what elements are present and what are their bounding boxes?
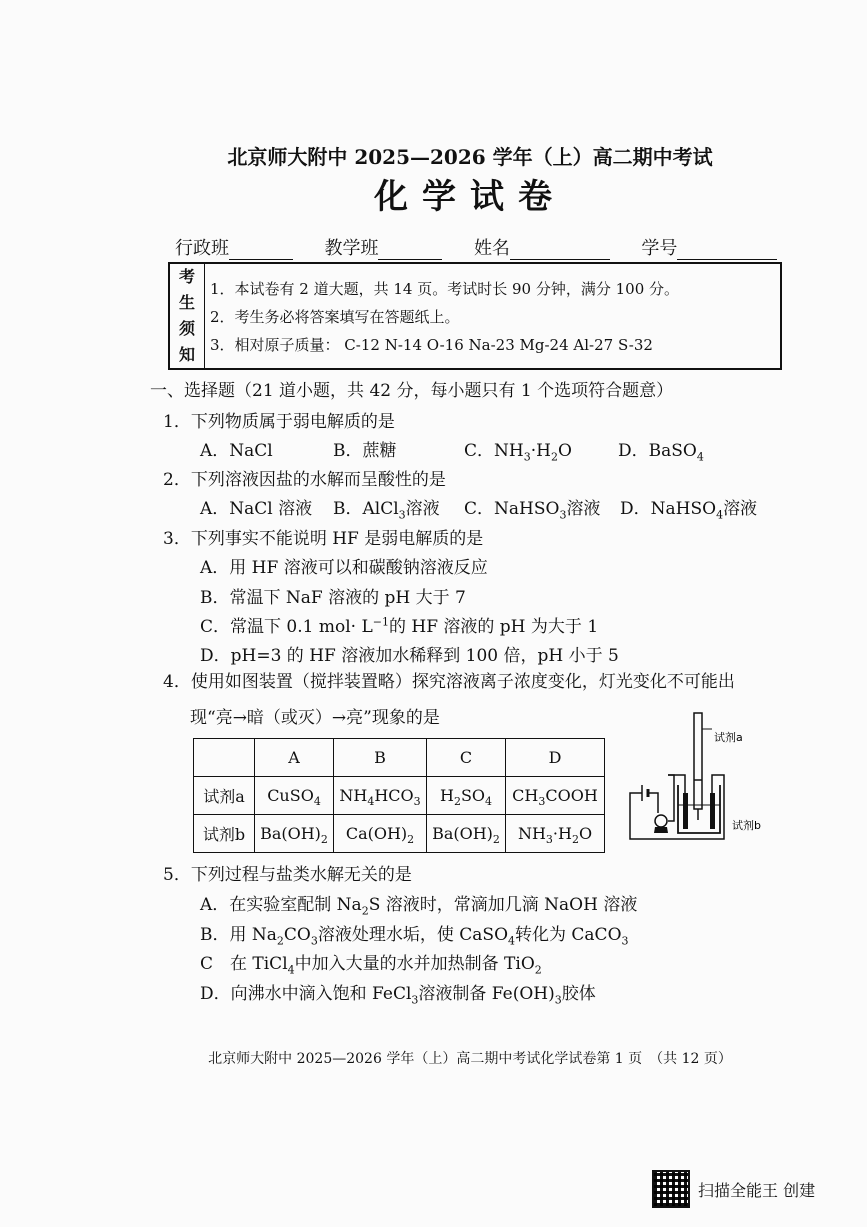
cell-a-A: CuSO$_4$ <box>255 777 334 815</box>
notice-side-char: 须 <box>178 319 195 338</box>
q5-option-b: B．用 $Na_2CO_3$溶液处理水垢，使 CaSO$_4$转化为 CaCO$_3$ <box>200 925 629 948</box>
q4-stem-line-2: 现“亮→暗（或灭）→亮”现象的是 <box>190 708 440 728</box>
cell-a-B: $NH_4HCO_3$ <box>334 777 427 815</box>
notice-line-2: 2．考生务必将答案填写在答题纸上。 <box>210 308 460 326</box>
q2-option-b: B．AlCl$_3$溶液 <box>333 499 440 522</box>
q5-stem: 5．下列过程与盐类水解无关的是 <box>163 865 412 885</box>
notice-line-3: 3．相对原子质量： C-12 N-14 O-16 Na-23 Mg-24 Al-27 S-32 <box>210 336 653 354</box>
subject-title: 化学试卷 <box>374 177 566 217</box>
scanner-watermark <box>652 1170 815 1208</box>
q1-option-c: C．$NH_3\cdot H_2O$ <box>464 441 572 464</box>
name-blank[interactable] <box>510 241 610 260</box>
q5-option-d: D．向沸水中滴入饱和 FeCl$_3$溶液制备 $Fe(OH)_3$胶体 <box>200 984 596 1007</box>
qr-code-icon <box>652 1170 690 1208</box>
q3-option-c: C．常温下 0.1 $mol\cdot L^{-1}$的 HF 溶液的 pH 为大于 1 <box>200 615 599 637</box>
admin-class-label: 行政班 <box>175 238 229 259</box>
q3-stem: 3．下列事实不能说明 HF 是弱电解质的是 <box>163 529 484 549</box>
cell-b-A: $Ba(OH)_2$ <box>255 815 334 853</box>
cell-b-D: $NH_3\cdot H_2O$ <box>506 815 605 853</box>
page-footer: 北京师大附中 2025—2026 学年（上）高二期中考试化学试卷第 1 页 （共 12 页） <box>208 1051 732 1067</box>
table-header-cell: A <box>255 739 334 777</box>
cell-b-C: $Ba(OH)_2$ <box>427 815 506 853</box>
cell-a-D: $CH_3COOH$ <box>506 777 605 815</box>
conductivity-apparatus-diagram <box>628 705 778 840</box>
teach-class-label: 教学班 <box>324 238 379 259</box>
q2-option-a: A．NaCl 溶液 <box>200 499 313 519</box>
scanner-text: 扫描全能王 创建 <box>698 1180 816 1200</box>
teach-class-blank[interactable] <box>378 241 442 260</box>
table-header-cell: B <box>334 739 427 777</box>
q5-option-a: A．在实验室配制 $Na_2S$ 溶液时，常滴加几滴 NaOH 溶液 <box>200 895 638 918</box>
notice-side-char: 生 <box>178 293 195 312</box>
q3-option-a: A．用 HF 溶液可以和碳酸钠溶液反应 <box>200 558 488 578</box>
section-heading: 一、选择题（21 道小题，共 42 分，每小题只有 1 个选项符合题意） <box>150 381 674 401</box>
notice-box <box>168 262 782 370</box>
row-label-b: 试剂b <box>194 815 255 853</box>
cell-b-B: $Ca(OH)_2$ <box>334 815 427 853</box>
q4-stem-line-1: 4．使用如图装置（搅拌装置略）探究溶液离子浓度变化，灯光变化不可能出 <box>163 672 735 692</box>
notice-side-char: 考 <box>178 267 195 286</box>
table-header-cell: D <box>506 739 605 777</box>
table-header-cell <box>194 739 255 777</box>
exam-title: 北京师大附中 2025—2026 学年（上）高二期中考试 <box>227 145 713 169</box>
q3-option-b: B．常温下 NaF 溶液的 pH 大于 7 <box>200 588 466 608</box>
student-info-row <box>175 238 777 260</box>
q1-stem: 1．下列物质属于弱电解质的是 <box>163 412 395 432</box>
reagent-b-label: 试剂b <box>732 819 761 832</box>
student-no-label: 学号 <box>641 238 678 259</box>
name-label: 姓名 <box>473 238 510 259</box>
q4-options-table <box>193 738 605 853</box>
table-header-cell: C <box>427 739 506 777</box>
row-label-a: 试剂a <box>194 777 255 815</box>
notice-side <box>170 264 205 368</box>
q1-option-d: D．BaSO$_4$ <box>618 441 704 464</box>
notice-side-char: 知 <box>178 345 195 364</box>
admin-class-blank[interactable] <box>229 241 293 260</box>
student-no-blank[interactable] <box>677 241 777 260</box>
q2-option-d: D．NaHSO$_4$溶液 <box>620 499 758 522</box>
q3-option-d: D．pH=3 的 HF 溶液加水稀释到 100 倍，pH 小于 5 <box>200 646 619 666</box>
reagent-a-label: 试剂a <box>714 731 743 744</box>
q1-option-b: B．蔗糖 <box>333 441 397 461</box>
cell-a-C: $H_2SO_4$ <box>427 777 506 815</box>
notice-line-1: 1．本试卷有 2 道大题，共 14 页。考试时长 90 分钟，满分 100 分。 <box>210 280 680 298</box>
q5-option-c: C 在 TiCl$_4$中加入大量的水并加热制备 TiO$_2$ <box>200 954 542 977</box>
q2-stem: 2．下列溶液因盐的水解而呈酸性的是 <box>163 470 446 490</box>
q2-option-c: C．NaHSO$_3$溶液 <box>464 499 601 522</box>
q1-option-a: A．NaCl <box>200 441 273 461</box>
